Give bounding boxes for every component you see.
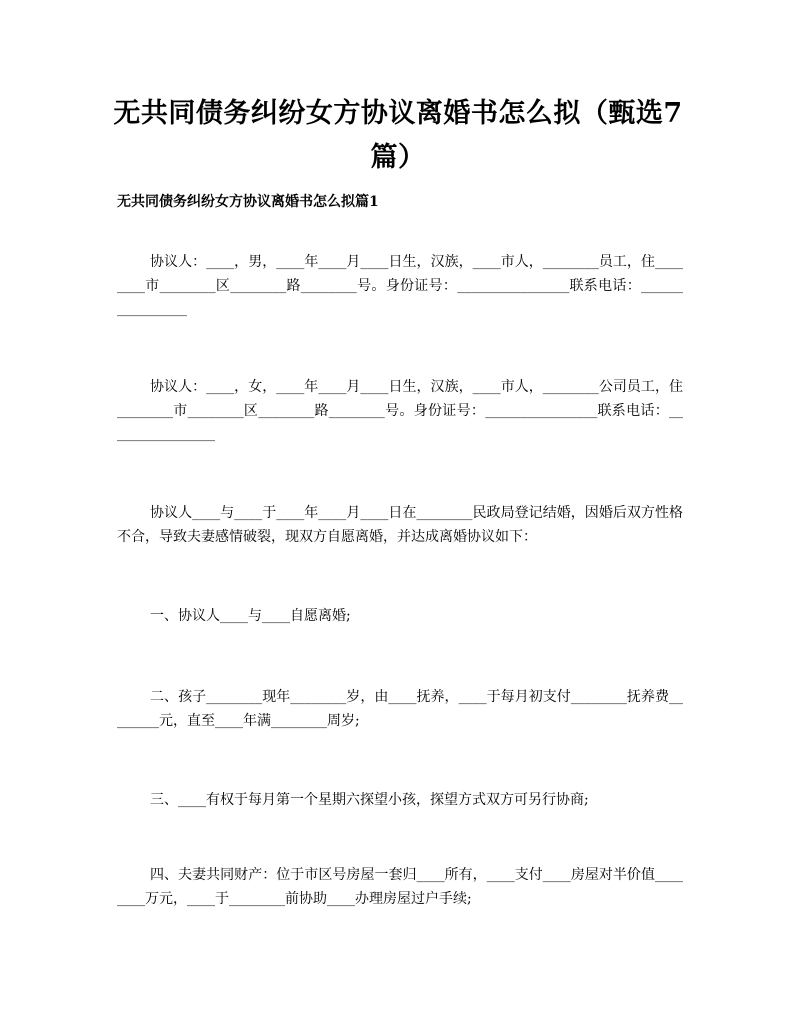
paragraph-marriage-statement: 协议人____与____于____年____月____日在________民政局登记结婚，因婚后双方性格不合，导致夫妻感情破裂，现双方自愿离婚，并达成离婚协议如下： — [117, 505, 683, 545]
paragraph-clause-3: 三、____有权于每月第一个星期六探望小孩，探望方式双方可另行协商; — [150, 792, 589, 808]
paragraph-party-female: 协议人：____，女，____年____月____日生，汉族，____市人，________公司员工，住________市________区________路________号。身份证号：________________联系电话：________________ — [117, 379, 683, 442]
paragraph-party-male: 协议人：____，男，____年____月____日生，汉族，____市人，________员工，住________市________区________路________号。身份证号：________________联系电话：________________ — [117, 254, 683, 317]
paragraph-clause-1: 一、协议人____与____自愿离婚; — [150, 608, 351, 624]
document-title: 无共同债务纠纷女方协议离婚书怎么拟（甄选7篇） — [113, 98, 683, 173]
section-heading: 无共同债务纠纷女方协议离婚书怎么拟篇1 — [117, 194, 379, 210]
paragraph-clause-4: 四、夫妻共同财产：位于市区号房屋一套归____所有，____支付____房屋对半价值________万元，____于________前协助____办理房屋过户手续; — [117, 867, 683, 907]
paragraph-clause-2: 二、孩子________现年________岁，由____抚养，____于每月初支付________抚养费________元，直至____年满________周岁; — [117, 689, 683, 729]
